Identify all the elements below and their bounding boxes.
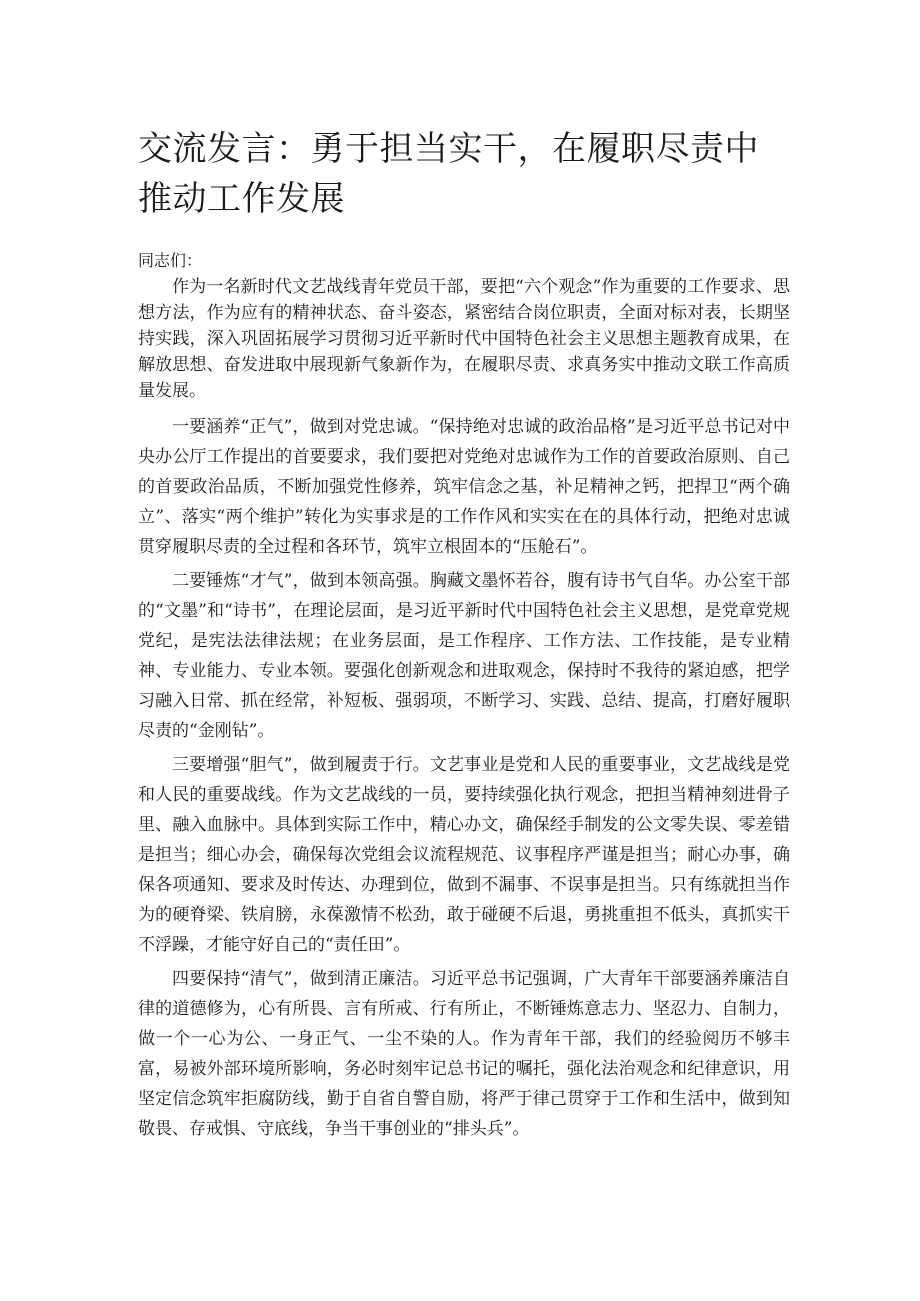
- paragraph-caiqi: 二要锤炼“才气”，做到本领高强。胸藏文墨怀若谷，腹有诗书气自华。办公室干部的“文墨”和“诗书”，在理论层面，是习近平新时代中国特色社会主义思想，是党章党规党纪，是宪法法律法规；在业务层面，是工作程序、工作方法、工作技能，是专业精神、专业能力、专业本领。要强化创新观念和进取观念，保持时不我待的紧迫感，把学习融入日常、抓在经常，补短板、强弱项，不断学习、实践、总结、提高，打磨好履职尽责的“金刚钻”。: [138, 571, 790, 741]
- paragraph-danqi: 三要增强“胆气”，做到履责于行。文艺事业是党和人民的重要事业，文艺战线是党和人民的重要战线。作为文艺战线的一员，要持续强化执行观念，把担当精神刻进骨子里、融入血脉中。具体到实际工作中，精心办文，确保经手制发的公文零失误、零差错是担当；细心办会，确保每次党组会议流程规范、议事程序严谨是担当；耐心办事，确保各项通知、要求及时传达、办理到位，做到不漏事、不误事是担当。只有练就担当作为的硬脊梁、铁肩膀，永葆激情不松劲，敢于碰硬不后退，勇挑重担不低头，真抓实干不浮躁，才能守好自己的“责任田”。: [138, 755, 790, 955]
- document-page: [138, 124, 790, 1148]
- paragraph-zhengqi: 一要涵养“正气”，做到对党忠诚。“保持绝对忠诚的政治品格”是习近平总书记对中央办公厅工作提出的首要要求，我们要把对党绝对忠诚作为工作的首要政治原则、自己的首要政治品质，不断加强党性修养，筑牢信念之基，补足精神之钙，把捍卫“两个确立”、落实“两个维护”转化为实事求是的工作作风和实实在在的具体行动，把绝对忠诚贯穿履职尽责的全过程和各环节，筑牢立根固本的“压舱石”。: [138, 417, 790, 557]
- salutation: 同志们：: [138, 251, 203, 270]
- document-title: 交流发言：勇于担当实干，在履职尽责中推动工作发展: [138, 129, 759, 219]
- paragraph-intro: 作为一名新时代文艺战线青年党员干部，要把“六个观念”作为重要的工作要求、思想方法，作为应有的精神状态、奋斗姿态，紧密结合岗位职责，全面对标对表，长期坚持实践，深入巩固拓展学习贯彻习近平新时代中国特色社会主义思想主题教育成果，在解放思想、奋发进取中展现新气象新作为，在履职尽责、求真务实中推动文联工作高质量发展。: [138, 277, 790, 401]
- paragraph-qingqi: 四要保持“清气”，做到清正廉洁。习近平总书记强调，广大青年干部要涵养廉洁自律的道德修为，心有所畏、言有所戒、行有所止，不断锤炼意志力、坚忍力、自制力，做一个一心为公、一身正气、一尘不染的人。作为青年干部，我们的经验阅历不够丰富，易被外部环境所影响，务必时刻牢记总书记的嘱托，强化法治观念和纪律意识，用坚定信念筑牢拒腐防线，勤于自省自警自励，将严于律己贯穿于工作和生活中，做到知敬畏、存戒惧、守底线，争当干事创业的“排头兵”。: [138, 969, 790, 1139]
